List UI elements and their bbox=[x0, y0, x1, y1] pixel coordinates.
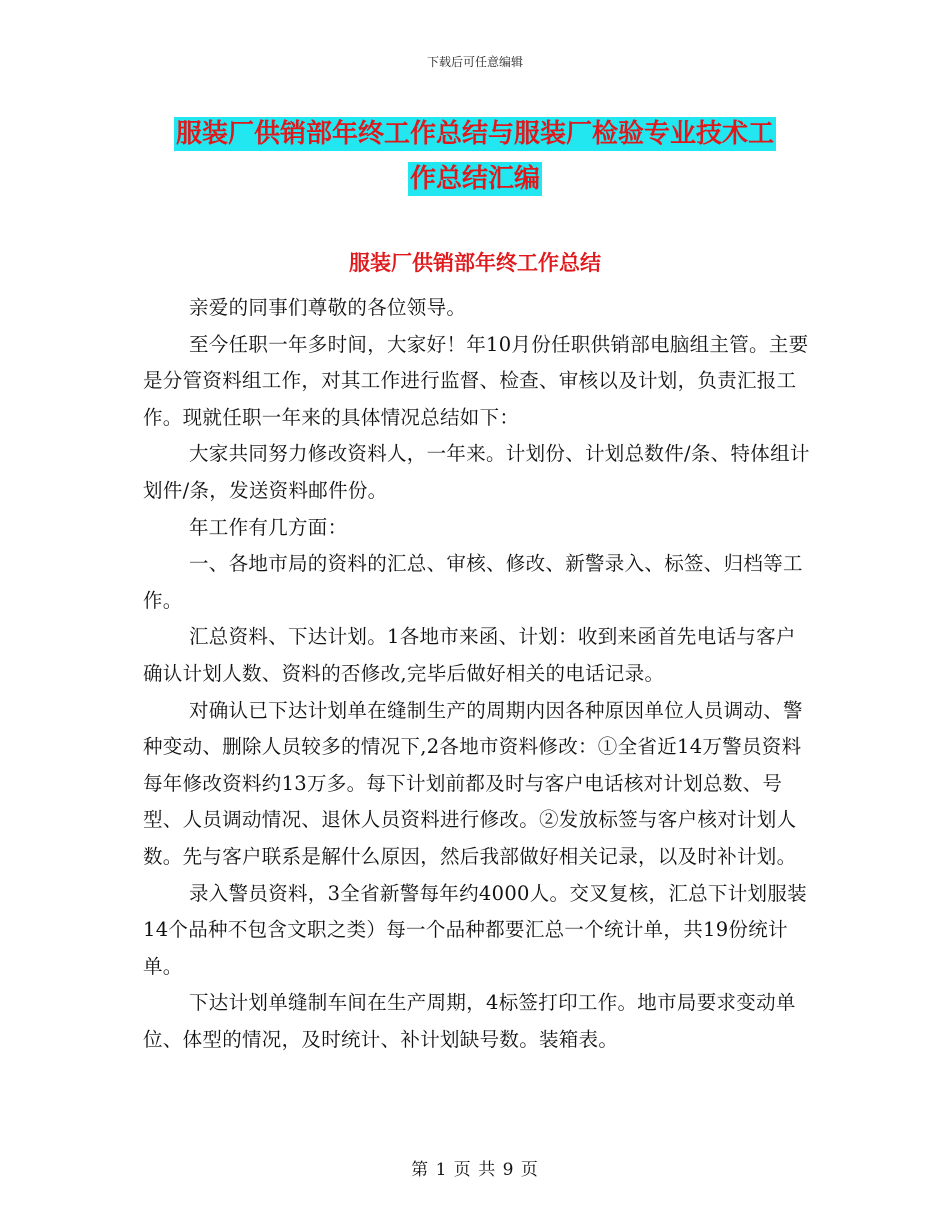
document-title-line-1: 服装厂供销部年终工作总结与服装厂检验专业技术工 bbox=[175, 119, 774, 149]
paragraph: 年工作有几方面： bbox=[189, 515, 348, 539]
document-title-line-2: 作总结汇编 bbox=[409, 164, 540, 194]
page-footer: 第 1 页 共 9 页 bbox=[411, 1160, 539, 1180]
section-title: 服装厂供销部年终工作总结 bbox=[349, 250, 601, 275]
paragraph: 汇总资料、下达计划。1各地市来函、计划：收到来函首先电话与客户确认计划人数、资料的否修改,完毕后做好相关的电话记录。 bbox=[143, 625, 796, 685]
paragraph: 对确认已下达计划单在缝制生产的周期内因各种原因单位人员调动、警种变动、删除人员较多的情况下,2各地市资料修改：①全省近14万警员资料每年修改资料约13万多。每下计划前都及时与客户电话核对计划总数、号型、人员调动情况、退休人员资料进行修改。②发放标签与客户核对计划人数。先与客户联系是解什么原因，然后我部做好相关记录，以及时补计划。 bbox=[143, 698, 803, 868]
paragraph: 一、各地市局的资料的汇总、审核、修改、新警录入、标签、归档等工作。 bbox=[143, 552, 803, 612]
header-note: 下载后可任意编辑 bbox=[426, 55, 523, 69]
paragraph: 下达计划单缝制车间在生产周期，4标签打印工作。地市局要求变动单位、体型的情况，及时统计、补计划缺号数。装箱表。 bbox=[143, 991, 796, 1051]
paragraph: 亲爱的同事们尊敬的各位领导。 bbox=[189, 296, 467, 319]
body-text bbox=[143, 290, 813, 1058]
document-title bbox=[140, 112, 810, 202]
paragraph: 大家共同努力修改资料人，一年来。计划份、计划总数件/条、特体组计划件/条，发送资料邮件份。 bbox=[143, 442, 810, 502]
paragraph: 至今任职一年多时间，大家好！年10月份任职供销部电脑组主管。主要是分管资料组工作，对其工作进行监督、检查、审核以及计划，负责汇报工作。现就任职一年来的具体情况总结如下： bbox=[143, 332, 809, 429]
paragraph: 录入警员资料，3全省新警每年约4000人。交叉复核，汇总下计划服装14个品种不包含文职之类）每一个品种都要汇总一个统计单，共19份统计单。 bbox=[143, 881, 807, 978]
